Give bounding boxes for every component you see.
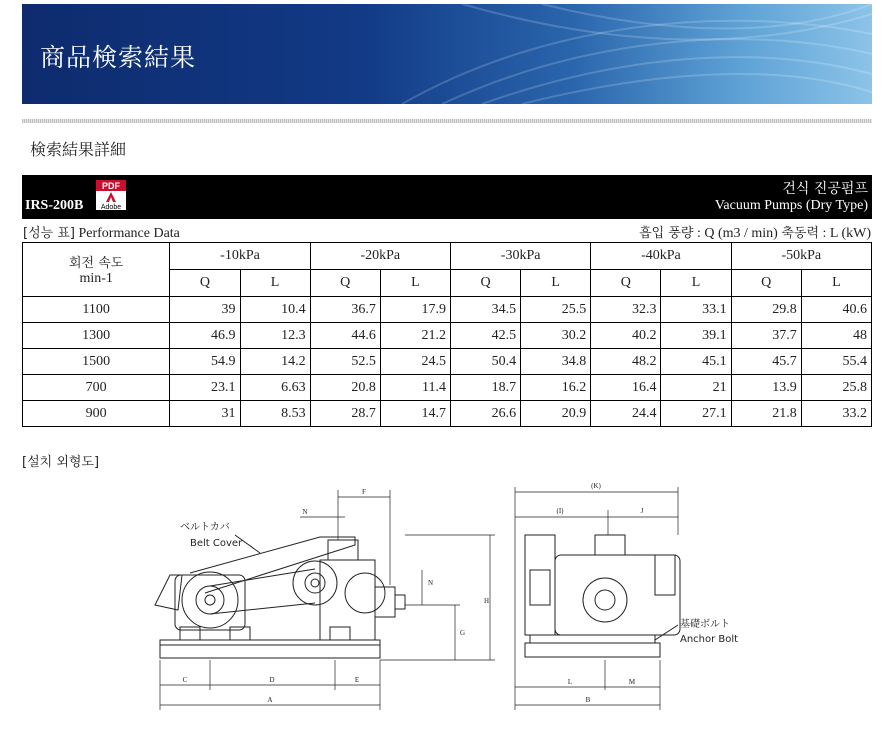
rpm-header-unit: min-1 — [79, 271, 113, 286]
q-value-cell: 44.6 — [310, 323, 380, 349]
product-model: IRS-200B — [25, 198, 84, 213]
l-value-cell: 25.5 — [521, 297, 591, 323]
table-row — [23, 349, 872, 375]
dim-g: G — [460, 629, 466, 637]
side-base-frame — [160, 640, 380, 658]
q-value-cell: 45.7 — [731, 349, 801, 375]
table-header-row — [23, 243, 872, 270]
dim-j: J — [640, 507, 644, 515]
dim-a: A — [267, 696, 273, 704]
q-value-cell: 26.6 — [450, 401, 520, 427]
l-value-cell: 16.2 — [521, 375, 591, 401]
rpm-cell: 1100 — [23, 297, 170, 323]
dim-b: B — [585, 696, 591, 704]
section-title: 検索結果詳細 — [30, 140, 127, 159]
pressure-header: -40kPa — [591, 243, 731, 270]
l-value-cell: 20.9 — [521, 401, 591, 427]
dim-f: F — [362, 488, 366, 496]
l-value-cell: 48 — [801, 323, 871, 349]
units-legend — [639, 222, 871, 242]
dim-m: M — [628, 678, 636, 686]
units-l-kr: 축동력 — [781, 226, 820, 241]
l-value-cell: 14.7 — [380, 401, 450, 427]
l-value-cell: 55.4 — [801, 349, 871, 375]
q-value-cell: 24.4 — [591, 401, 661, 427]
product-type-en: Vacuum Pumps (Dry Type) — [714, 198, 868, 213]
q-value-cell: 36.7 — [310, 297, 380, 323]
l-value-cell: 39.1 — [661, 323, 731, 349]
performance-label — [23, 222, 180, 242]
l-value-cell: 12.3 — [240, 323, 310, 349]
rpm-header-kr: 회전 속도 — [68, 256, 124, 271]
page-banner — [22, 4, 872, 104]
l-value-cell: 8.53 — [240, 401, 310, 427]
l-value-cell: 11.4 — [380, 375, 450, 401]
q-value-cell: 46.9 — [170, 323, 240, 349]
belt-cover-jp: ベルトカバ — [180, 522, 230, 533]
l-value-cell: 21 — [661, 375, 731, 401]
l-header: L — [661, 270, 731, 297]
belt-cover-en: Belt Cover — [190, 538, 243, 549]
pump-pulley — [293, 561, 337, 605]
rpm-cell: 900 — [23, 401, 170, 427]
q-header: Q — [310, 270, 380, 297]
motor-body — [182, 572, 238, 628]
pressure-header: -20kPa — [310, 243, 450, 270]
rpm-cell: 700 — [23, 375, 170, 401]
q-value-cell: 29.8 — [731, 297, 801, 323]
table-row — [23, 323, 872, 349]
l-value-cell: 34.8 — [521, 349, 591, 375]
dim-i: (I) — [556, 507, 564, 515]
units-l: : L (kW) — [822, 226, 871, 241]
installation-drawing — [150, 475, 750, 725]
q-value-cell: 28.7 — [310, 401, 380, 427]
q-value-cell: 54.9 — [170, 349, 240, 375]
dim-n-side: N — [428, 579, 434, 587]
q-value-cell: 18.7 — [450, 375, 520, 401]
l-value-cell: 27.1 — [661, 401, 731, 427]
l-value-cell: 21.2 — [380, 323, 450, 349]
performance-label-en: Performance Data — [78, 226, 180, 241]
dim-h: H — [484, 597, 490, 605]
pdf-icon-top-label: PDF — [102, 181, 120, 191]
l-value-cell: 6.63 — [240, 375, 310, 401]
q-value-cell: 20.8 — [310, 375, 380, 401]
performance-label-kr: [성능 표] — [23, 226, 75, 241]
q-value-cell: 37.7 — [731, 323, 801, 349]
dim-l: L — [567, 678, 573, 686]
q-header: Q — [591, 270, 661, 297]
q-value-cell: 21.8 — [731, 401, 801, 427]
q-value-cell: 50.4 — [450, 349, 520, 375]
l-value-cell: 45.1 — [661, 349, 731, 375]
l-value-cell: 33.1 — [661, 297, 731, 323]
front-base-frame — [525, 643, 660, 657]
q-value-cell: 42.5 — [450, 323, 520, 349]
q-value-cell: 32.3 — [591, 297, 661, 323]
product-type-kr: 건식 진공펌프 — [782, 181, 868, 197]
q-header: Q — [170, 270, 240, 297]
pdf-icon-bottom-label: Adobe — [100, 204, 122, 211]
l-value-cell: 24.5 — [380, 349, 450, 375]
dim-n-top: N — [302, 508, 308, 516]
pdf-adobe-icon[interactable] — [95, 179, 127, 211]
q-value-cell: 16.4 — [591, 375, 661, 401]
l-header: L — [240, 270, 310, 297]
l-value-cell: 33.2 — [801, 401, 871, 427]
l-header: L — [521, 270, 591, 297]
q-value-cell: 31 — [170, 401, 240, 427]
page-title: 商品検索結果 — [40, 43, 197, 72]
q-value-cell: 40.2 — [591, 323, 661, 349]
q-value-cell: 23.1 — [170, 375, 240, 401]
q-value-cell: 39 — [170, 297, 240, 323]
table-row — [23, 401, 872, 427]
l-value-cell: 17.9 — [380, 297, 450, 323]
performance-table — [22, 242, 872, 427]
anchor-bolt-en: Anchor Bolt — [680, 634, 739, 645]
pressure-header: -10kPa — [170, 243, 310, 270]
l-header: L — [801, 270, 871, 297]
q-value-cell: 48.2 — [591, 349, 661, 375]
dim-k: (K) — [591, 482, 601, 490]
l-value-cell: 14.2 — [240, 349, 310, 375]
rpm-cell: 1300 — [23, 323, 170, 349]
dim-d: D — [269, 676, 275, 684]
rpm-cell: 1500 — [23, 349, 170, 375]
l-header: L — [380, 270, 450, 297]
table-row — [23, 375, 872, 401]
l-value-cell: 25.8 — [801, 375, 871, 401]
units-q: : Q (m3 / min) — [696, 226, 778, 241]
q-header: Q — [450, 270, 520, 297]
l-value-cell: 40.6 — [801, 297, 871, 323]
rpm-header — [23, 243, 170, 297]
l-value-cell: 30.2 — [521, 323, 591, 349]
anchor-bolt-jp: 基礎ボルト — [680, 619, 730, 630]
section-divider — [22, 119, 872, 123]
dim-c: C — [182, 676, 188, 684]
q-value-cell: 34.5 — [450, 297, 520, 323]
installation-label: [설치 외형도] — [22, 455, 100, 470]
product-header — [22, 175, 872, 219]
dim-e: E — [354, 676, 360, 684]
q-value-cell: 52.5 — [310, 349, 380, 375]
l-value-cell: 10.4 — [240, 297, 310, 323]
table-row — [23, 297, 872, 323]
q-header: Q — [731, 270, 801, 297]
pressure-header: -50kPa — [731, 243, 871, 270]
q-value-cell: 13.9 — [731, 375, 801, 401]
pressure-header: -30kPa — [450, 243, 590, 270]
units-q-kr: 흡입 풍량 — [639, 226, 694, 241]
